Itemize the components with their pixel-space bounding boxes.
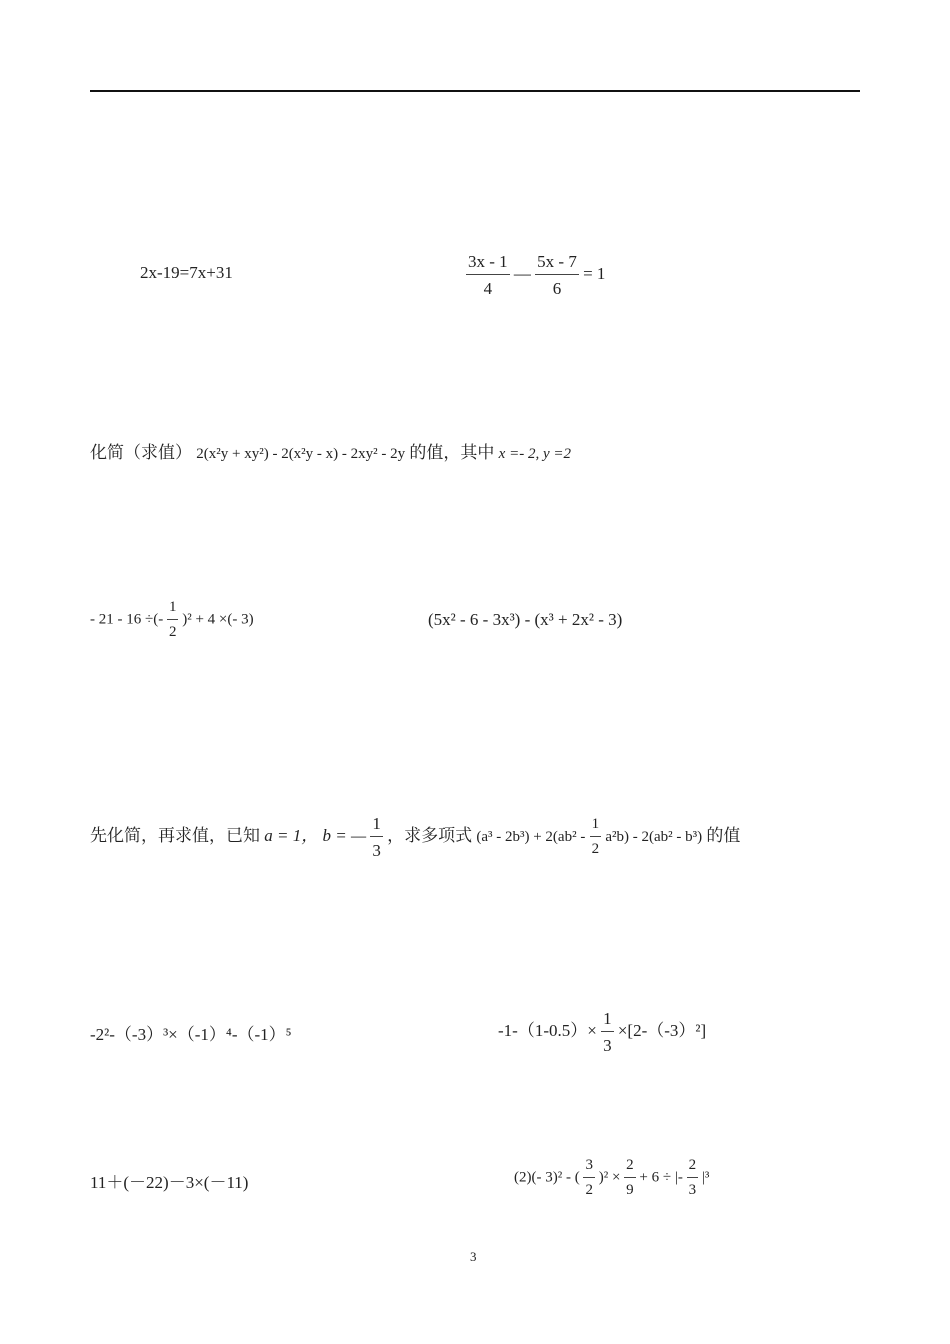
polynomial-expression: (5x² - 6 - 3x³) - (x³ + 2x² - 3)	[428, 610, 623, 629]
expression-part: |³	[701, 1169, 710, 1186]
fraction-half	[590, 817, 602, 857]
equation-fraction	[466, 253, 605, 297]
numerator: 1	[370, 815, 383, 837]
equation-rhs: = 1	[583, 263, 606, 283]
equation-linear-1	[140, 263, 233, 283]
variable-values: x =- 2, y =2	[498, 446, 571, 462]
simplify-evaluate-problem	[90, 438, 571, 463]
page-number-text: 3	[470, 1249, 477, 1264]
arithmetic-expression-4	[90, 1168, 248, 1193]
numerator: 2	[687, 1158, 699, 1178]
denominator: 2	[585, 1182, 593, 1198]
denominator: 9	[626, 1182, 634, 1198]
numerator: 1	[167, 600, 179, 620]
value-b: b = —	[322, 825, 367, 845]
value-a: a = 1，	[264, 825, 319, 845]
numerator: 3	[583, 1158, 595, 1178]
denominator: 6	[552, 279, 562, 298]
arithmetic-expression-2	[90, 1020, 292, 1045]
header-rule	[90, 90, 860, 92]
expression-text: 11＋(－22)－3×(－11)	[90, 1173, 249, 1192]
expression-part: -1-（1-0.5）×	[498, 1020, 597, 1040]
numerator: 2	[624, 1158, 636, 1178]
expression-part: ×[2-（-3）²]	[617, 1020, 707, 1040]
numerator: 1	[590, 817, 602, 837]
equation-text: 2x-19=7x+31	[140, 263, 233, 282]
arithmetic-expression-5	[514, 1158, 709, 1198]
denominator: 3	[688, 1182, 697, 1198]
fraction-three-halves	[583, 1158, 595, 1198]
denominator: 2	[168, 624, 177, 640]
expression-part: )² + 4 ×(- 3)	[182, 611, 254, 628]
fraction-third	[370, 815, 383, 859]
expression-part: + 6 ÷ |-	[639, 1169, 683, 1186]
polynomial-subtraction	[428, 610, 622, 630]
polynomial-expression-part: a²b) - 2(ab² - b³)	[605, 828, 703, 845]
arithmetic-expression-3	[498, 1010, 706, 1054]
expression-text: -2²-（-3）³×（-1）⁴-（-1）⁵	[90, 1025, 292, 1044]
minus-sign: —	[513, 263, 531, 283]
expression-part: (2)(- 3)² - (	[514, 1169, 580, 1186]
denominator: 2	[591, 841, 600, 857]
fraction-right	[535, 253, 579, 297]
fraction-two-ninths	[624, 1158, 636, 1198]
expression-part: - 21 - 16 ÷(-	[90, 611, 164, 628]
numerator: 1	[601, 1010, 614, 1032]
numerator: 3x - 1	[466, 253, 510, 275]
polynomial-expression-part: (a³ - 2b³) + 2(ab² -	[476, 828, 586, 845]
polynomial-expression: 2(x²y + xy²) - 2(x²y - x) - 2xy² - 2y	[196, 446, 406, 462]
denominator: 4	[483, 279, 493, 298]
numerator: 5x - 7	[535, 253, 579, 275]
problem-prompt: 化简（求值）	[90, 443, 192, 463]
expression-part: )² ×	[598, 1169, 621, 1186]
problem-prompt-mid: ，求多项式	[387, 825, 473, 846]
denominator: 3	[603, 1036, 612, 1055]
fraction-two-thirds	[687, 1158, 699, 1198]
simplify-evaluate-problem-2	[90, 815, 740, 859]
problem-prompt: 先化简，再求值，已知	[90, 825, 260, 846]
page-number	[470, 1249, 477, 1265]
fraction-half	[167, 600, 179, 640]
problem-prompt-tail: 的值	[706, 825, 741, 846]
denominator: 3	[372, 841, 381, 860]
problem-prompt-mid: 的值，其中	[409, 443, 495, 463]
fraction-third	[601, 1010, 614, 1054]
fraction-left	[466, 253, 510, 297]
arithmetic-expression-1	[90, 600, 254, 640]
